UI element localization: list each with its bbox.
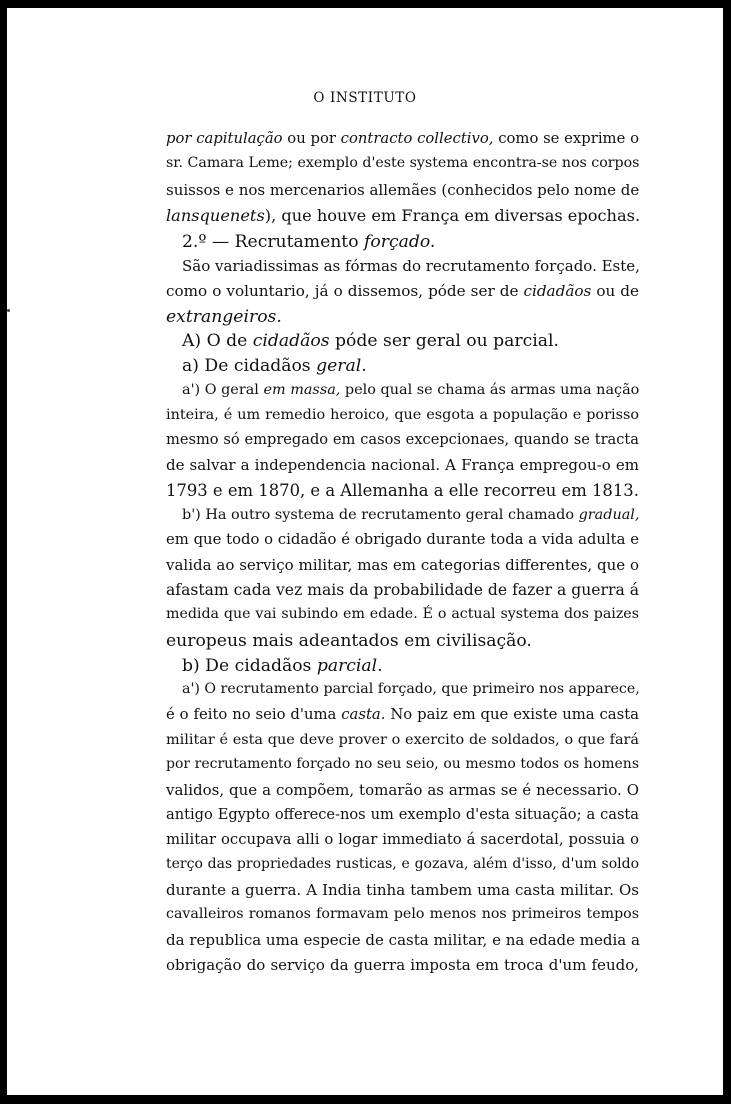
running-header: O INSTITUTO (313, 90, 417, 106)
text-line: mesmo só empregado em casos excepcionaes, quando se tracta (166, 431, 639, 448)
text-line: 1793 e em 1870, e a Allemanha a elle recorreu em 1813. (166, 481, 639, 500)
text-line: b') Ha outro systema de recrutamento geral chamado gradual, (182, 507, 640, 523)
text-line: extrangeiros. (166, 307, 282, 327)
text-line: é o feito no seio d'uma casta. No paiz em que existe uma casta (166, 706, 639, 723)
text-line: valida ao serviço militar, mas em categorias differentes, que o (166, 556, 639, 574)
text-line: antigo Egypto offerece-nos um exemplo d'esta situação; a casta (166, 806, 639, 823)
section-heading: 2.º — Recrutamento forçado. (182, 232, 436, 252)
text-line: da republica uma especie de casta militar, e na edade media a (166, 931, 640, 949)
book-page (7, 8, 723, 1095)
text-line: cavalleiros romanos formavam pelo menos nos primeiros tempos (166, 906, 639, 922)
text-line: b) De cidadãos parcial. (182, 656, 383, 676)
text-line: lansquenets), que houve em França em diversas epochas. (166, 206, 641, 225)
text-line: medida que vai subindo em edade. É o actual systema dos paizes (166, 606, 639, 622)
text-line: por capitulação ou por contracto collectivo, como se exprime o (166, 130, 639, 147)
text-line: a') O geral em massa, pelo qual se chama ás armas uma nação (182, 382, 640, 398)
text-line: de salvar a independencia nacional. A França empregou-o em (166, 456, 639, 474)
text-line: como o voluntario, já o dissemos, póde ser de cidadãos ou de (166, 282, 639, 300)
text-line: sr. Camara Leme; exemplo d'este systema encontra-se nos corpos (166, 155, 640, 171)
text-line: a) De cidadãos geral. (182, 356, 367, 376)
text-line: inteira, é um remedio heroico, que esgota a população e porisso (166, 407, 639, 423)
text-line: obrigação do serviço da guerra imposta em troca d'um feudo, (166, 956, 639, 974)
text-line: afastam cada vez mais da probabilidade de fazer a guerra á (166, 581, 639, 599)
text-line: a') O recrutamento parcial forçado, que primeiro nos apparece, (182, 681, 640, 697)
text-line: militar occupava alli o logar immediato á sacerdotal, possuia o (166, 831, 639, 848)
text-line: durante a guerra. A India tinha tambem uma casta militar. Os (166, 881, 639, 899)
text-line: terço das propriedades rusticas, e gozava, além d'isso, d'um soldo (166, 856, 639, 872)
margin-speck (7, 309, 10, 312)
text-line: validos, que a compõem, tomarão as armas se é necessario. O (166, 781, 639, 799)
text-line: europeus mais adeantados em civilisação. (166, 631, 532, 651)
text-line: São variadissimas as fórmas do recrutamento forçado. Este, (182, 257, 640, 275)
text-line: A) O de cidadãos póde ser geral ou parcial. (182, 331, 559, 351)
text-line: militar é esta que deve prover o exercito de soldados, o que fará (166, 732, 639, 748)
text-line: em que todo o cidadão é obrigado durante toda a vida adulta e (166, 531, 639, 548)
text-line: por recrutamento forçado no seu seio, ou mesmo todos os homens (166, 756, 639, 772)
text-line: suissos e nos mercenarios allemães (conhecidos pelo nome de (166, 181, 640, 199)
